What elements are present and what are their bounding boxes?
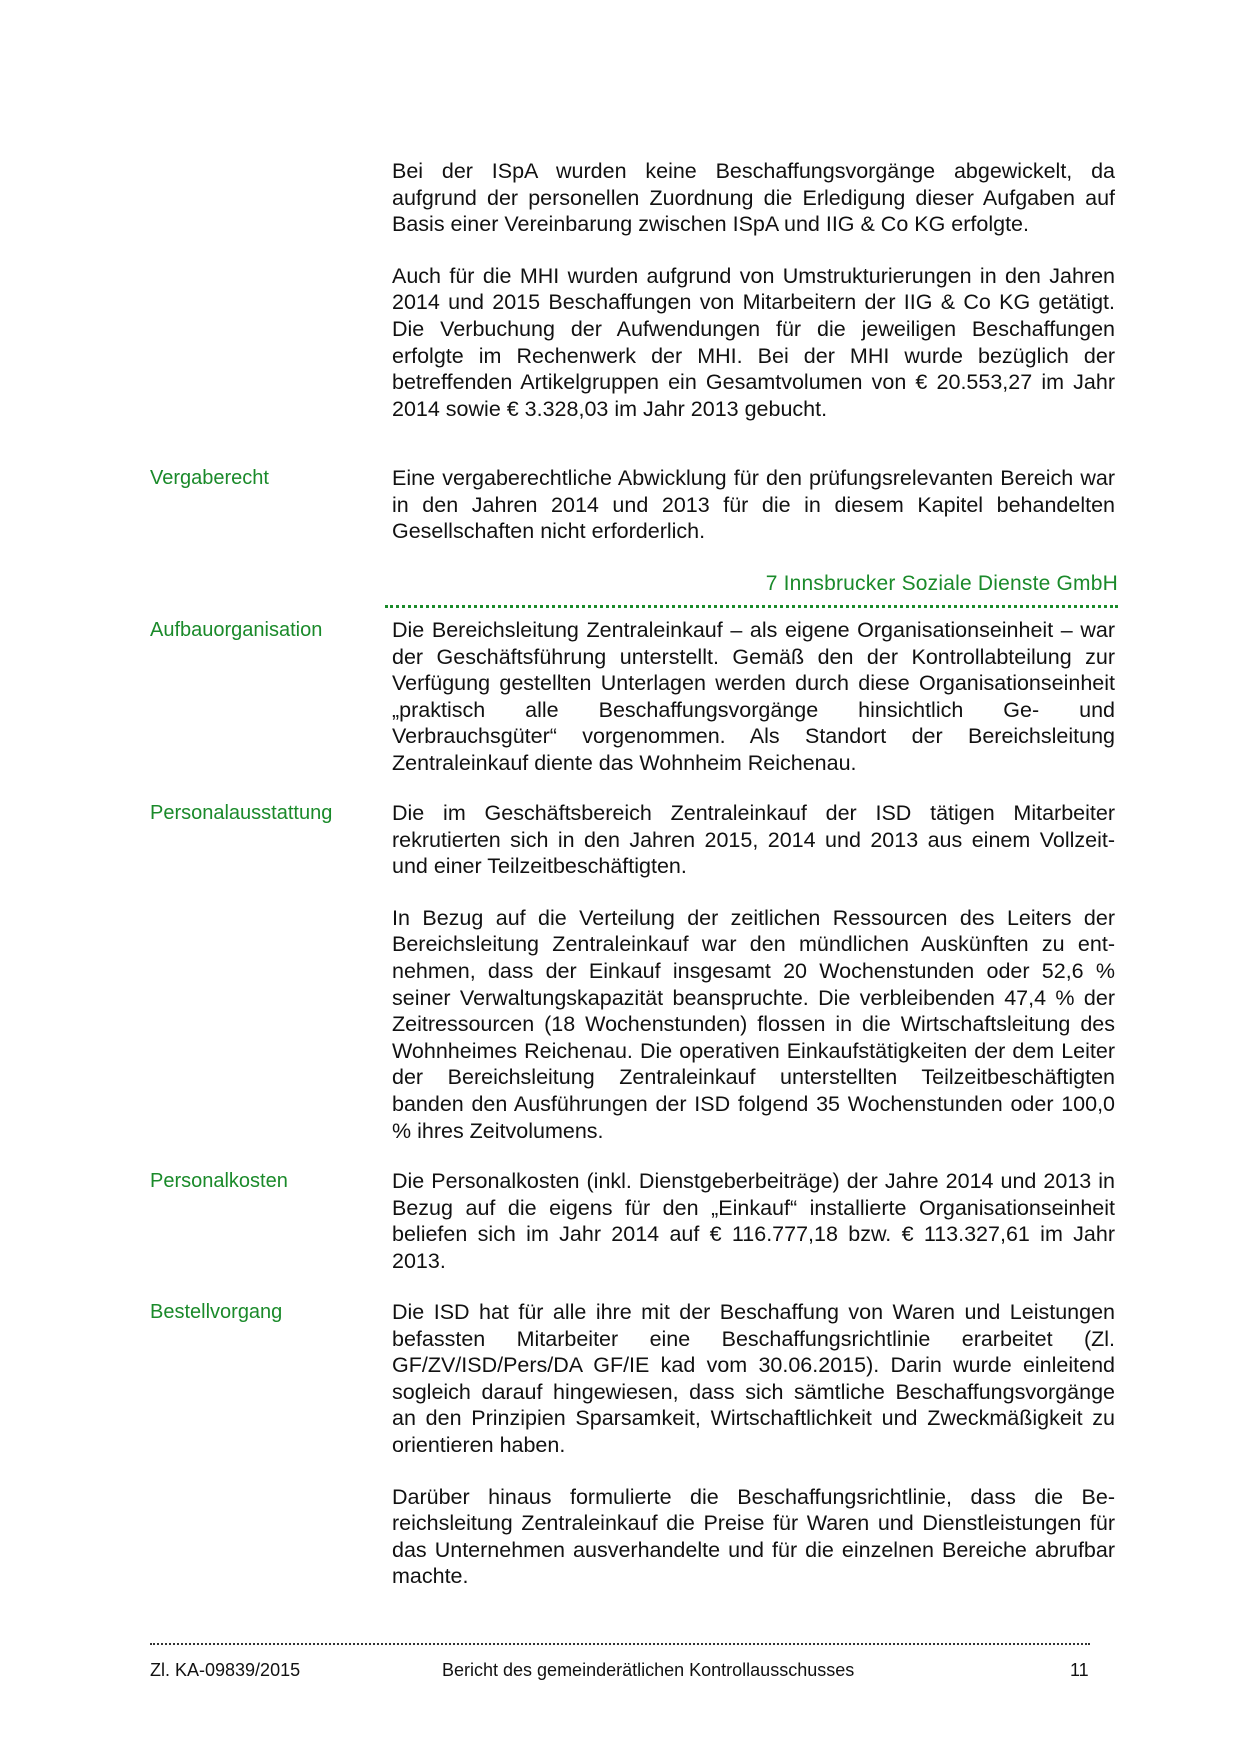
margin-label: Vergaberecht xyxy=(150,467,269,489)
paragraph: In Bezug auf die Verteilung der zeitlichen Ressourcen des Leiters der Bereichsleitung Zentraleinkauf war den mündlichen Auskünften zu entnehmen, dass der Einkauf insgesamt 20 Wochenstunden oder 52,6 % seiner Verwaltungskapazität beanspruchte. Die verbleibenden 47,4 % der Zeitressourcen (18 Wochenstunden) flossen in die Wirtschaftsleitung des Wohnheimes Reichenau. Die operativen Einkaufstätigkeiten der dem Leiter der Bereichsleitung Zentraleinkauf unterstellten Teilzeitbeschäftigten banden den Ausführungen der ISD folgend 35 Wochenstunden oder 100,0 % ihres Zeitvolumens. xyxy=(392,905,1115,1143)
paragraph: Eine vergaberechtliche Abwicklung für den prüfungsrelevanten Bereich war in den Jahren 2014 und 2013 für die in diesem Kapitel behandelten Gesellschaften nicht erforderlich. xyxy=(392,466,1115,544)
footer-divider xyxy=(150,1643,1090,1645)
paragraph: Auch für die MHI wurden aufgrund von Umstrukturierungen in den Jahren 2014 und 2015 Beschaffungen von Mitarbeitern der IIG & Co KG getätigt. Die Verbuchung der Aufwendungen für die jeweiligen Beschaffungen erfolgte im Rechenwerk der MHI. Bei der MHI wurde bezüglich der betreffenden Artikelgruppen ein Gesamtvolumen von € 20.553,27 im Jahr 2014 sowie € 3.328,03 im Jahr 2013 gebucht. xyxy=(392,263,1115,421)
body-text xyxy=(392,465,1115,545)
margin-label: Bestellvorgang xyxy=(150,1301,283,1323)
heading-divider xyxy=(385,605,1118,608)
paragraph: Die ISD hat für alle ihre mit der Beschaffung von Waren und Leistungen befassten Mitarbeiter eine Beschaffungsrichtlinie erarbeitet (Zl. GF/ZV/ISD/Pers/DA GF/IE kad vom 30.06.2015). Darin wurde einleitend sogleich darauf hingewiesen, dass sich sämtliche Beschaffungsvorgänge an den Prinzipien Sparsamkeit, Wirtschaftlichkeit und Zweckmäßigkeit zu orientieren haben. xyxy=(392,1300,1115,1457)
paragraph: Bei der ISpA wurden keine Beschaffungsvorgänge abgewickelt, da aufgrund der personellen Zuordnung die Erledigung dieser Aufgaben auf Basis einer Vereinbarung zwischen ISpA und IIG & Co KG erfolgte. xyxy=(392,159,1115,237)
footer-title: Bericht des gemeinderätlichen Kontrollausschusses xyxy=(442,1660,855,1680)
margin-label: Personalausstattung xyxy=(150,802,333,824)
paragraph: Die Personalkosten (inkl. Dienstgeberbeiträge) der Jahre 2014 und 2013 in Bezug auf die eigens für den „Einkauf“ installierte Organisationseinheit beliefen sich im Jahr 2014 auf € 116.777,18 bzw. € 113.327,61 im Jahr 2013. xyxy=(392,1169,1115,1273)
footer-reference: Zl. KA-09839/2015 xyxy=(150,1660,301,1680)
margin-label: Personalkosten xyxy=(150,1170,288,1192)
paragraph: Die Bereichsleitung Zentraleinkauf – als eigene Organisationseinheit – war der Geschäftsführung unterstellt. Gemäß den der Kontrollabteilung zur Verfügung gestellten Unterlagen werden durch diese Organisationseinheit „praktisch alle Beschaffungsvorgänge hinsichtlich Ge- und Verbrauchsgüter“ vorgenommen. Als Standort der Bereichsleitung Zentraleinkauf diente das Wohnheim Reichenau. xyxy=(392,618,1115,775)
body-text xyxy=(392,617,1115,777)
paragraph: Die im Geschäftsbereich Zentraleinkauf der ISD tätigen Mitarbeiter rekrutierten sich in den Jahren 2015, 2014 und 2013 aus einem Vollzeit- und einer Teilzeitbeschäftigten. xyxy=(392,801,1115,879)
body-text xyxy=(392,800,1115,1144)
body-text xyxy=(392,1168,1115,1274)
body-text xyxy=(392,158,1115,422)
section-heading: 7 Innsbrucker Soziale Dienste GmbH xyxy=(765,572,1118,595)
paragraph: Darüber hinaus formulierte die Beschaffungsrichtlinie, dass die Bereichsleitung Zentraleinkauf die Preise für Waren und Dienstleistungen für das Unternehmen ausverhandelte und für die einzelnen Bereiche abrufbar machte. xyxy=(392,1484,1115,1589)
margin-label: Aufbauorganisation xyxy=(150,619,323,641)
body-text xyxy=(392,1299,1115,1590)
page-number: 11 xyxy=(1070,1660,1089,1680)
section-heading-block xyxy=(385,571,1118,608)
